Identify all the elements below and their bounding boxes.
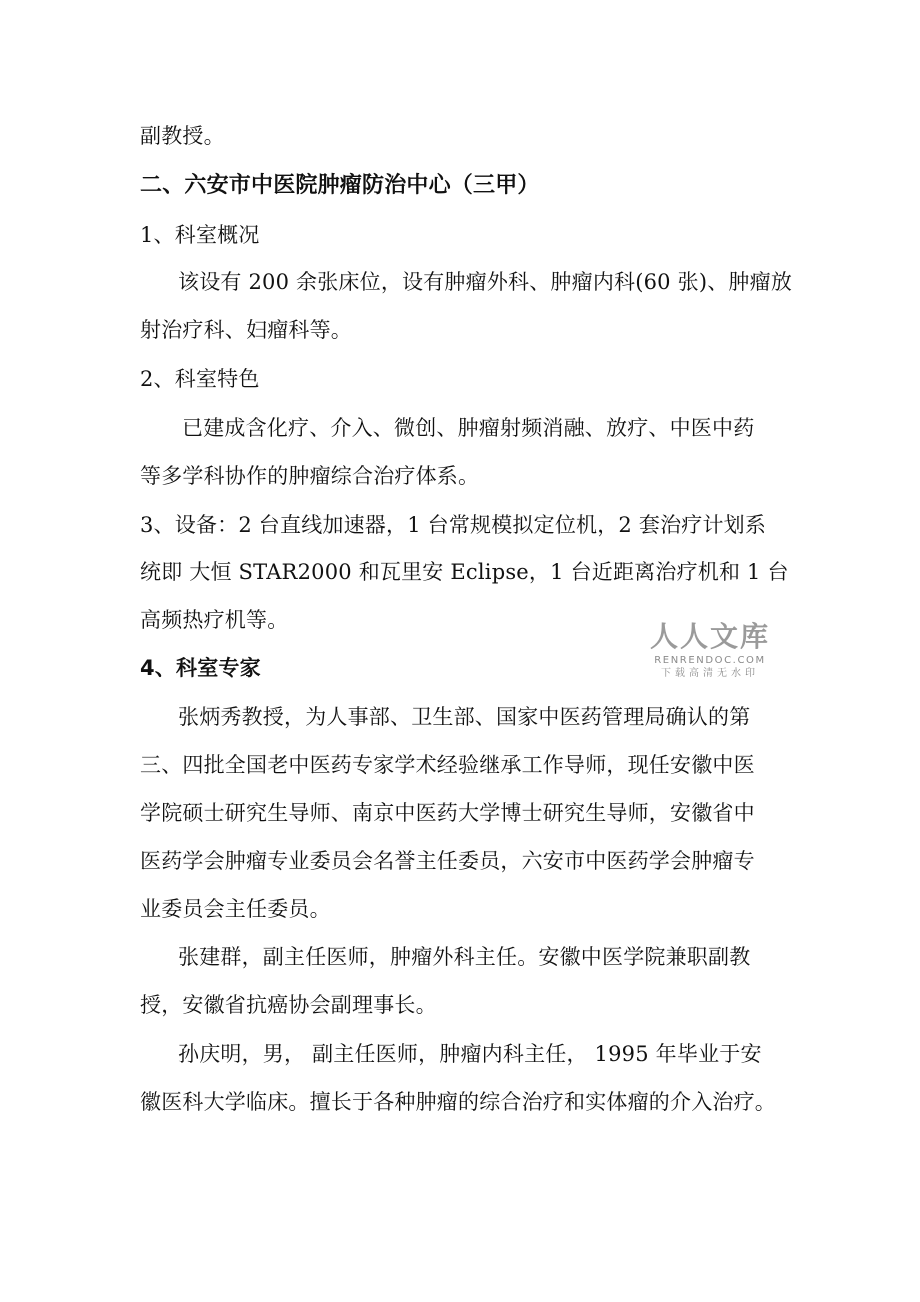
watermark-logo: [646, 620, 774, 680]
text-line: 徽医科大学临床。擅长于各种肿瘤的综合治疗和实体瘤的介入治疗。: [140, 1090, 776, 1114]
text-line: 已建成含化疗、介入、微创、肿瘤射频消融、放疗、中医中药: [182, 416, 755, 440]
subheading-experts: 4、科室专家: [140, 656, 261, 680]
text-line: 业委员会主任委员。: [140, 897, 331, 921]
subheading-overview: 1、科室概况: [140, 223, 260, 247]
watermark-title: 人人文库: [649, 620, 770, 653]
text-line: 张炳秀教授，为人事部、卫生部、国家中医药管理局确认的第: [178, 705, 751, 729]
text-line: 授，安徽省抗癌协会副理事长。: [140, 993, 437, 1017]
text-line: 学院硕士研究生导师、南京中医药大学博士研究生导师，安徽省中: [140, 801, 755, 825]
text-line: 三、四批全国老中医药专家学术经验继承工作导师，现任安徽中医: [140, 753, 755, 777]
watermark-tagline: 下载高清无水印: [661, 668, 759, 679]
watermark-url: RENRENDOC.COM: [654, 655, 766, 666]
text-line: 孙庆明，男， 副主任医师，肿瘤内科主任， 1995 年毕业于安: [178, 1042, 762, 1066]
subheading-equipment: 3、设备：2 台直线加速器，1 台常规模拟定位机，2 套治疗计划系: [140, 513, 767, 537]
subheading-features: 2、科室特色: [140, 367, 260, 391]
text-line: 射治疗科、妇瘤科等。: [140, 318, 352, 342]
section-heading: 二、六安市中医院肿瘤防治中心（三甲）: [140, 173, 540, 198]
text-line: 医药学会肿瘤专业委员会名誉主任委员，六安市中医药学会肿瘤专: [140, 849, 755, 873]
text-line: 统即 大恒 STAR2000 和瓦里安 Eclipse，1 台近距离治疗机和 1 台: [140, 560, 789, 584]
text-line-prev-ending: 副教授。: [140, 124, 225, 148]
text-line: 该设有 200 余张床位，设有肿瘤外科、肿瘤内科(60 张)、肿瘤放: [178, 270, 793, 294]
text-line: 等多学科协作的肿瘤综合治疗体系。: [140, 464, 480, 488]
text-line: 张建群，副主任医师，肿瘤外科主任。安徽中医学院兼职副教: [178, 945, 751, 969]
text-line: 高频热疗机等。: [140, 608, 289, 632]
